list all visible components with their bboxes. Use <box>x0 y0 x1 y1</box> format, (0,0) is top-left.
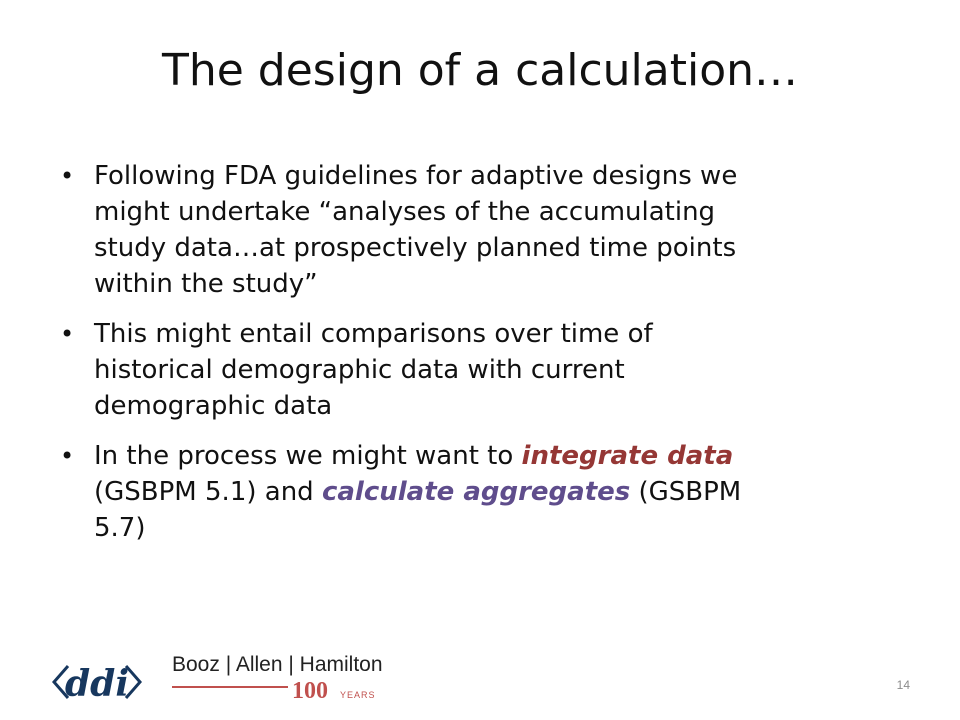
bullet-line: Following FDA guidelines for adaptive designs we <box>94 161 738 191</box>
bullet-item <box>56 438 906 546</box>
bullet-icon: • <box>60 320 75 348</box>
booz-allen-hamilton-logo <box>172 652 392 708</box>
highlight-integrate-data: integrate data <box>521 441 734 471</box>
booz-logo-100: 100 <box>292 678 328 704</box>
bullet-item <box>56 316 906 424</box>
bullet-line: historical demographic data with current <box>94 355 625 385</box>
ddi-logo-text: ddi <box>64 663 130 705</box>
bullet-text: (GSBPM 5.1) and <box>94 477 322 507</box>
bullet-line: within the study” <box>94 269 318 299</box>
bullet-line <box>94 438 906 474</box>
ddi-logo <box>46 648 148 706</box>
slide-title: The design of a calculation… <box>161 45 799 96</box>
bullet-item <box>56 158 906 302</box>
bullet-line: This might entail comparisons over time of <box>94 319 653 349</box>
booz-logo-name: Booz | Allen | Hamilton <box>172 653 383 676</box>
booz-logo-years: YEARS <box>340 690 376 700</box>
bullet-line: 5.7) <box>94 513 146 543</box>
bullet-line <box>94 474 906 510</box>
bullet-icon: • <box>60 442 75 470</box>
bullet-icon: • <box>60 162 75 190</box>
bullet-list <box>56 158 906 560</box>
bullet-text: (GSBPM <box>630 477 742 507</box>
bullet-line: demographic data <box>94 391 333 421</box>
bullet-line: might undertake “analyses of the accumulating <box>94 197 716 227</box>
booz-logo-rule <box>172 686 288 688</box>
bullet-text: In the process we might want to <box>94 441 522 471</box>
page-number: 14 <box>896 678 910 692</box>
bullet-line: study data…at prospectively planned time points <box>94 233 737 263</box>
highlight-calculate-aggregates: calculate aggregates <box>321 477 631 507</box>
